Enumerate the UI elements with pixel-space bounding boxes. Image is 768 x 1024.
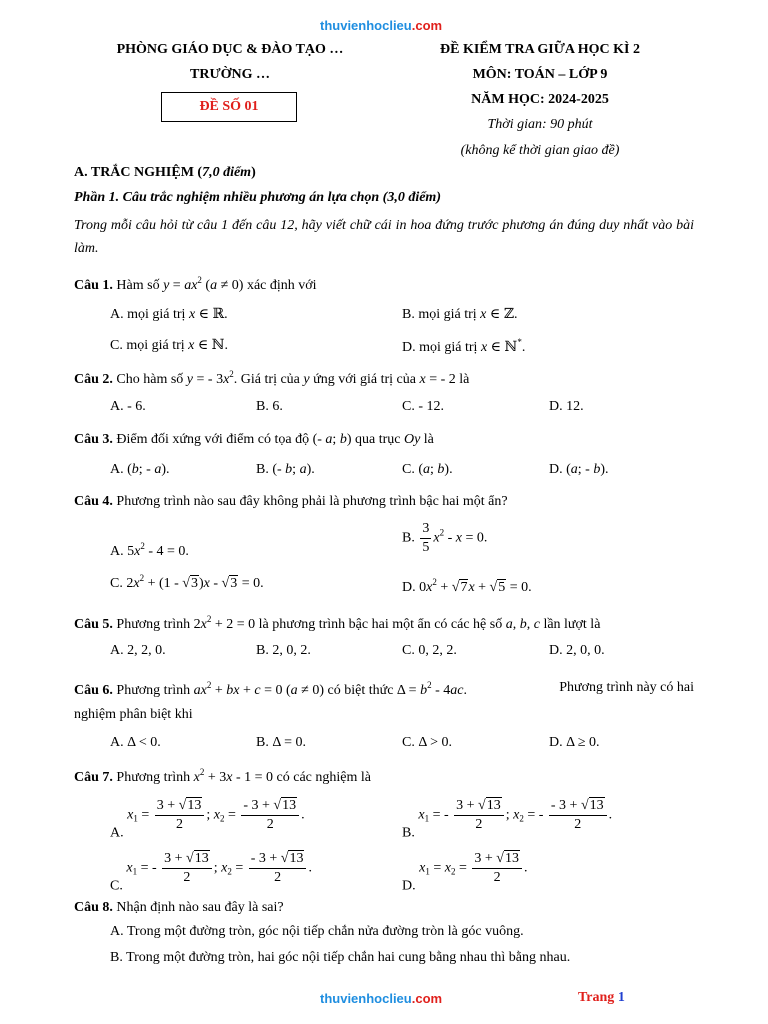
- q1-option-d[interactable]: D. mọi giá trị x ∈ ℕ*.: [402, 337, 526, 355]
- q5-option-d[interactable]: D. 2, 0, 0.: [549, 643, 605, 658]
- question-5: Câu 5. Phương trình $2x^2 + 2 = 0$ là phương trình bậc hai một ẩn có các hệ số a, b, c lần lượt là: [74, 614, 601, 632]
- q1-option-b[interactable]: B. mọi giá trị x ∈ ℤ.: [402, 307, 518, 322]
- q1-option-a[interactable]: A. mọi giá trị x ∈ ℝ.: [110, 307, 228, 322]
- q2-option-b[interactable]: B. 6.: [256, 399, 283, 414]
- page-number: Trang 1: [578, 990, 625, 1005]
- site-watermark-bottom[interactable]: [320, 991, 442, 1006]
- school-title: TRƯỜNG …: [190, 67, 270, 82]
- q3-option-a[interactable]: A. (b; - a).: [110, 462, 170, 477]
- q4-option-c[interactable]: C. $2x^2 + (1 - √3)x - √3 = 0$.: [110, 573, 264, 591]
- q6-option-c[interactable]: C. Δ > 0.: [402, 735, 452, 750]
- q3-option-b[interactable]: B. (- b; a).: [256, 462, 315, 477]
- exam-time-note: (không kể thời gian giao đề): [460, 143, 620, 158]
- q6-option-d[interactable]: D. Δ ≥ 0.: [549, 735, 600, 750]
- site-watermark-top[interactable]: [320, 18, 442, 33]
- q1-option-c[interactable]: C. mọi giá trị x ∈ ℕ.: [110, 338, 229, 353]
- question-8: Câu 8. Nhận định nào sau đây là sai?: [74, 900, 284, 915]
- q4-option-b[interactable]: B. $\frac{3}{5}$ $x^2 - x = 0$.: [402, 521, 488, 555]
- q7-option-a[interactable]: A. $x_1$ = $\frac{3 + √13}{2}$ ; $x_2$ = $\frac{- 3 + √13}{2}$ .: [110, 798, 305, 841]
- question-3: Câu 3. Điểm đối xứng với điểm có tọa độ (- a; b) qua trục Oy là: [74, 432, 434, 447]
- question-1: Câu 1. Hàm số $y = ax^2$ (a ≠ 0) xác định với: [74, 275, 317, 293]
- q7-option-c[interactable]: C. $x_1$ = - $\frac{3 + √13}{2}$ ; $x_2$ = $\frac{- 3 + √13}{2}$ .: [110, 851, 312, 894]
- q8-option-b[interactable]: B. Trong một đường tròn, hai góc nội tiếp chắn hai cung bằng nhau thì bằng nhau.: [110, 950, 571, 965]
- footer-site-domain: .com: [411, 991, 443, 1006]
- question-4: Câu 4. Phương trình nào sau đây không phải là phương trình bậc hai một ẩn?: [74, 494, 508, 509]
- q8-option-a[interactable]: A. Trong một đường tròn, góc nội tiếp chắn nửa đường tròn là góc vuông.: [110, 924, 524, 939]
- q5-option-b[interactable]: B. 2, 0, 2.: [256, 643, 311, 658]
- exam-time: Thời gian: 90 phút: [487, 117, 593, 132]
- question-2: Câu 2. Cho hàm số y = - $3x^2$. Giá trị của y ứng với giá trị của x = - 2 là: [74, 369, 470, 387]
- question-7: Câu 7. Phương trình $x^2 + 3x - 1 = 0$ có các nghiệm là: [74, 767, 371, 785]
- section-a-title: A. TRẮC NGHIỆM (7,0 điểm): [74, 165, 256, 180]
- school-year: NĂM HỌC: 2024-2025: [471, 92, 609, 107]
- q5-option-a[interactable]: A. 2, 2, 0.: [110, 643, 166, 658]
- site-name: thuvienhoclieu: [320, 18, 412, 33]
- q2-option-d[interactable]: D. 12.: [549, 399, 584, 414]
- q2-option-c[interactable]: C. - 12.: [402, 399, 445, 414]
- question-6: Câu 6. Phương trình $ax^2$ + bx + c = 0 (a ≠ 0) có biệt thức $\Delta = b^2 - 4ac$. Phương trình này có hai: [74, 680, 694, 698]
- question-6-line2: nghiệm phân biệt khi: [74, 707, 193, 722]
- site-domain: .com: [411, 18, 443, 33]
- q4-option-d[interactable]: D. $0x^2 + √7x + √5 = 0$.: [402, 577, 532, 595]
- q2-option-a[interactable]: A. - 6.: [110, 399, 146, 414]
- part1-title: Phần 1. Câu trắc nghiệm nhiều phương án lựa chọn (3,0 điểm): [74, 190, 441, 205]
- q7-option-b[interactable]: B. $x_1$ = - $\frac{3 + √13}{2}$ ; $x_2$ = - $\frac{- 3 + √13}{2}$ .: [402, 798, 613, 841]
- q5-option-c[interactable]: C. 0, 2, 2.: [402, 643, 457, 658]
- subject-title: MÔN: TOÁN – LỚP 9: [472, 67, 608, 82]
- exam-title: ĐỀ KIỂM TRA GIỮA HỌC KÌ 2: [440, 42, 640, 57]
- q6-option-a[interactable]: A. Δ < 0.: [110, 735, 161, 750]
- department-title: PHÒNG GIÁO DỤC & ĐÀO TẠO …: [116, 42, 344, 57]
- footer-site-name: thuvienhoclieu: [320, 991, 412, 1006]
- q6-option-b[interactable]: B. Δ = 0.: [256, 735, 306, 750]
- q4-option-a[interactable]: A. $5x^2 - 4 = 0$.: [110, 541, 189, 559]
- q7-option-d[interactable]: D. $x_1 = x_2$ = $\frac{3 + √13}{2}$ .: [402, 851, 528, 894]
- q3-option-c[interactable]: C. (a; b).: [402, 462, 453, 477]
- exam-code-box: ĐỀ SỐ 01: [161, 92, 297, 122]
- q3-option-d[interactable]: D. (a; - b).: [549, 462, 609, 477]
- part1-instruction: Trong mỗi câu hỏi từ câu 1 đến câu 12, hãy viết chữ cái in hoa đứng trước phương án đúng duy nhất vào bài làm.: [74, 218, 694, 256]
